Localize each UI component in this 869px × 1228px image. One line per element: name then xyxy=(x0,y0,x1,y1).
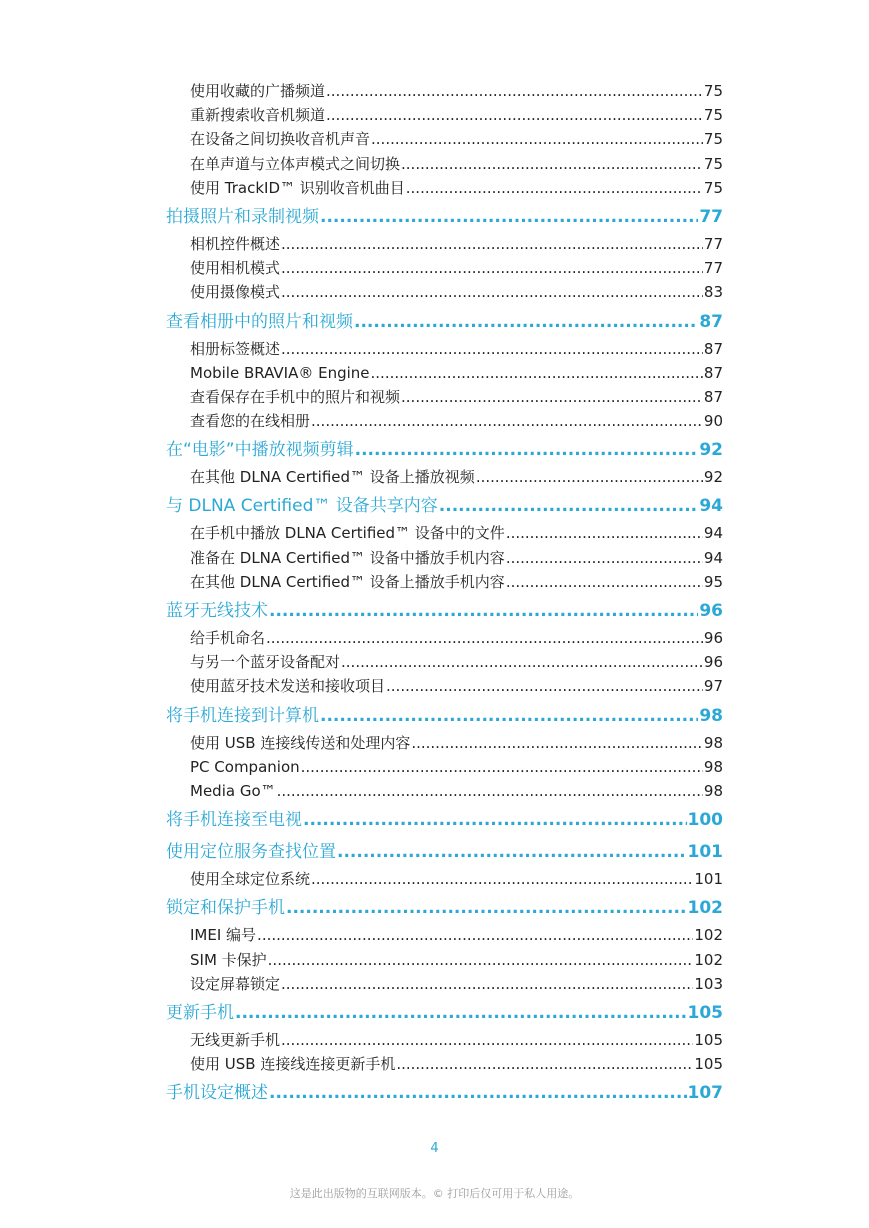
dot-leader xyxy=(337,837,687,867)
toc-entry-title: 在“电影”中播放视频剪辑 xyxy=(166,440,354,461)
toc-entry-page: 92 xyxy=(699,440,723,461)
toc-entry-page: 105 xyxy=(694,1055,723,1074)
toc-entry-title: 将手机连接至电视 xyxy=(166,810,302,831)
toc-entry-page: 75 xyxy=(703,130,723,149)
toc-entry-page: 105 xyxy=(694,1030,723,1049)
toc-entry-page: 105 xyxy=(687,1002,723,1023)
toc-entry-title: 使用收藏的广播频道 xyxy=(190,82,326,100)
toc-entry-page: 96 xyxy=(703,653,723,672)
toc-entry-page: 98 xyxy=(703,757,723,776)
toc-entry-page: 102 xyxy=(694,926,723,945)
toc-subsection-entry[interactable] xyxy=(166,521,723,545)
footer-notice: 这是此出版物的互联网版本。© 打印后仅可用于私人用途。 xyxy=(289,1187,580,1200)
toc-entry-title: 在设备之间切换收音机声音 xyxy=(190,130,371,149)
toc-entry-title: 在手机中播放 DLNA Certified™ 设备中的文件 xyxy=(190,524,505,543)
toc-entry-page: 98 xyxy=(703,733,723,752)
toc-entry-page: 97 xyxy=(703,677,723,696)
toc-entry-page: 92 xyxy=(703,468,723,487)
toc-subsection-entry[interactable] xyxy=(166,152,723,176)
toc-entry-title: PC Companion xyxy=(190,757,300,776)
toc-entry-title: 使用定位服务查找位置 xyxy=(166,842,336,863)
dot-leader xyxy=(269,596,698,626)
toc-entry-title: 拍摄照片和录制视频 xyxy=(166,206,319,227)
toc-entry-title: 将手机连接到计算机 xyxy=(166,705,319,726)
dot-leader xyxy=(506,570,703,594)
dot-leader xyxy=(506,546,703,570)
dot-leader xyxy=(281,280,703,304)
toc-entry-title: SIM 卡保护 xyxy=(190,950,267,969)
toc-subsection-entry[interactable] xyxy=(166,674,723,698)
toc-subsection-entry[interactable] xyxy=(166,176,723,200)
toc-entry-title: Media Go™ xyxy=(190,781,276,800)
toc-subsection-entry[interactable] xyxy=(166,779,723,803)
toc-section-entry[interactable] xyxy=(166,893,723,923)
toc-entry-title: 更新手机 xyxy=(166,1002,234,1023)
dot-leader xyxy=(439,491,699,521)
toc-entry-title: 准备在 DLNA Certified™ 设备中播放手机内容 xyxy=(190,548,505,567)
toc-subsection-entry[interactable] xyxy=(166,626,723,650)
toc-subsection-entry[interactable] xyxy=(166,232,723,256)
dot-leader xyxy=(311,867,693,891)
dot-leader xyxy=(401,385,703,409)
toc-entry-page: 107 xyxy=(687,1083,723,1104)
toc-subsection-entry[interactable] xyxy=(166,409,723,433)
dot-leader xyxy=(506,521,703,545)
toc-entry-page: 94 xyxy=(703,548,723,567)
toc-subsection-entry[interactable] xyxy=(166,127,723,151)
toc-entry-title: 使用相机模式 xyxy=(190,259,281,278)
toc-entry-title: 在单声道与立体声模式之间切换 xyxy=(190,154,401,173)
toc-section-entry[interactable] xyxy=(166,1078,723,1108)
toc-entry-page: 100 xyxy=(687,810,723,831)
toc-entry-page: 101 xyxy=(694,870,723,889)
page-number: 4 xyxy=(430,1141,439,1156)
toc-section-entry[interactable] xyxy=(166,596,723,626)
toc-entry-page: 96 xyxy=(703,629,723,647)
dot-leader xyxy=(326,79,703,103)
toc-section-entry[interactable] xyxy=(166,307,723,337)
dot-leader xyxy=(301,755,703,779)
dot-leader xyxy=(266,626,703,650)
dot-leader xyxy=(396,1052,693,1076)
toc-section-entry[interactable] xyxy=(166,701,723,731)
toc-entry-title: 使用全球定位系统 xyxy=(190,870,311,889)
toc-entry-page: 95 xyxy=(703,572,723,591)
toc-subsection-entry[interactable] xyxy=(166,103,723,127)
toc-entry-title: 手机设定概述 xyxy=(166,1083,268,1104)
toc-entry-page: 77 xyxy=(699,206,723,227)
dot-leader xyxy=(303,805,687,835)
toc-entry-page: 87 xyxy=(703,387,723,406)
dot-leader xyxy=(354,307,698,337)
toc-subsection-entry[interactable] xyxy=(166,79,723,103)
toc-subsection-entry[interactable] xyxy=(166,256,723,280)
toc-entry-page: 90 xyxy=(703,412,723,431)
dot-leader xyxy=(281,232,703,256)
toc-entry-title: 设定屏幕锁定 xyxy=(190,974,281,993)
dot-leader xyxy=(386,674,703,698)
toc-entry-page: 87 xyxy=(699,311,723,332)
toc-subsection-entry[interactable] xyxy=(166,385,723,409)
toc-subsection-entry[interactable] xyxy=(166,650,723,674)
toc-subsection-entry[interactable] xyxy=(166,570,723,594)
toc-entry-title: 使用 USB 连接线传送和处理内容 xyxy=(190,733,411,752)
toc-subsection-entry[interactable] xyxy=(166,361,723,385)
dot-leader xyxy=(281,972,693,996)
toc-subsection-entry[interactable] xyxy=(166,280,723,304)
toc-entry-title: 锁定和保护手机 xyxy=(166,898,285,919)
dot-leader xyxy=(269,1078,687,1108)
toc-entry-page: 77 xyxy=(703,234,723,253)
toc-entry-title: 与 DLNA Certified™ 设备共享内容 xyxy=(166,496,438,517)
toc-entry-page: 87 xyxy=(703,339,723,358)
toc-entry-page: 102 xyxy=(694,950,723,969)
toc-entry-title: 查看您的在线相册 xyxy=(190,412,311,431)
toc-entry-page: 98 xyxy=(703,781,723,800)
dot-leader xyxy=(277,779,703,803)
toc-entry-page: 77 xyxy=(703,259,723,278)
dot-leader xyxy=(406,176,703,200)
toc-entry-title: Mobile BRAVIA® Engine xyxy=(190,363,370,382)
toc-entry-title: 使用 USB 连接线连接更新手机 xyxy=(190,1055,396,1074)
dot-leader xyxy=(257,923,693,947)
toc-entry-page: 75 xyxy=(703,82,723,100)
toc-entry-title: 相机控件概述 xyxy=(190,234,281,253)
dot-leader xyxy=(476,465,703,489)
toc-subsection-entry[interactable] xyxy=(166,731,723,755)
dot-leader xyxy=(411,731,703,755)
toc-subsection-entry[interactable] xyxy=(166,948,723,972)
toc-entry-page: 94 xyxy=(699,496,723,517)
toc-subsection-entry[interactable] xyxy=(166,867,723,891)
dot-leader xyxy=(281,1028,693,1052)
toc-subsection-entry[interactable] xyxy=(166,1052,723,1076)
dot-leader xyxy=(286,893,687,923)
toc-entry-title: 蓝牙无线技术 xyxy=(166,601,268,621)
toc-entry-page: 102 xyxy=(687,898,723,919)
toc-subsection-entry[interactable] xyxy=(166,1028,723,1052)
toc-subsection-entry[interactable] xyxy=(166,755,723,779)
toc-entry-title: 重新搜索收音机频道 xyxy=(190,106,326,125)
toc-entry-page: 75 xyxy=(703,154,723,173)
dot-leader xyxy=(268,948,694,972)
toc-subsection-entry[interactable] xyxy=(166,337,723,361)
toc-entry-page: 87 xyxy=(703,363,723,382)
toc-section-entry[interactable] xyxy=(166,837,723,867)
toc-entry-page: 96 xyxy=(699,601,723,621)
toc-entry-title: 使用 TrackID™ 识别收音机曲目 xyxy=(190,178,405,197)
toc-entry-title: 与另一个蓝牙设备配对 xyxy=(190,653,341,672)
toc-entry-title: IMEI 编号 xyxy=(190,926,257,945)
dot-leader xyxy=(401,152,703,176)
toc-entry-title: 在其他 DLNA Certified™ 设备上播放手机内容 xyxy=(190,572,505,591)
dot-leader xyxy=(326,103,703,127)
toc-section-entry[interactable] xyxy=(166,491,723,521)
table-of-contents xyxy=(166,79,723,1108)
toc-section-entry[interactable] xyxy=(166,805,723,835)
toc-entry-page: 75 xyxy=(703,178,723,197)
toc-section-entry[interactable] xyxy=(166,435,723,465)
toc-entry-title: 使用蓝牙技术发送和接收项目 xyxy=(190,677,386,696)
toc-entry-title: 查看保存在手机中的照片和视频 xyxy=(190,387,401,406)
toc-entry-page: 101 xyxy=(687,842,723,863)
toc-entry-title: 在其他 DLNA Certified™ 设备上播放视频 xyxy=(190,468,475,487)
toc-entry-title: 使用摄像模式 xyxy=(190,283,281,302)
toc-entry-title: 查看相册中的照片和视频 xyxy=(166,311,353,332)
dot-leader xyxy=(341,650,703,674)
toc-entry-page: 98 xyxy=(699,705,723,726)
toc-entry-page: 94 xyxy=(703,524,723,543)
toc-subsection-entry[interactable] xyxy=(166,972,723,996)
dot-leader xyxy=(320,202,698,232)
toc-entry-title: 无线更新手机 xyxy=(190,1030,281,1049)
toc-section-entry[interactable] xyxy=(166,202,723,232)
toc-entry-page: 103 xyxy=(694,974,723,993)
toc-entry-page: 75 xyxy=(703,106,723,125)
dot-leader xyxy=(371,361,703,385)
dot-leader xyxy=(235,998,687,1028)
dot-leader xyxy=(281,256,703,280)
dot-leader xyxy=(281,337,703,361)
dot-leader xyxy=(311,409,703,433)
toc-section-entry[interactable] xyxy=(166,998,723,1028)
toc-subsection-entry[interactable] xyxy=(166,546,723,570)
dot-leader xyxy=(320,701,698,731)
toc-entry-title: 给手机命名 xyxy=(190,629,266,647)
dot-leader xyxy=(355,435,699,465)
toc-subsection-entry[interactable] xyxy=(166,923,723,947)
toc-subsection-entry[interactable] xyxy=(166,465,723,489)
toc-entry-title: 相册标签概述 xyxy=(190,339,281,358)
toc-entry-page: 83 xyxy=(703,283,723,302)
dot-leader xyxy=(371,127,703,151)
